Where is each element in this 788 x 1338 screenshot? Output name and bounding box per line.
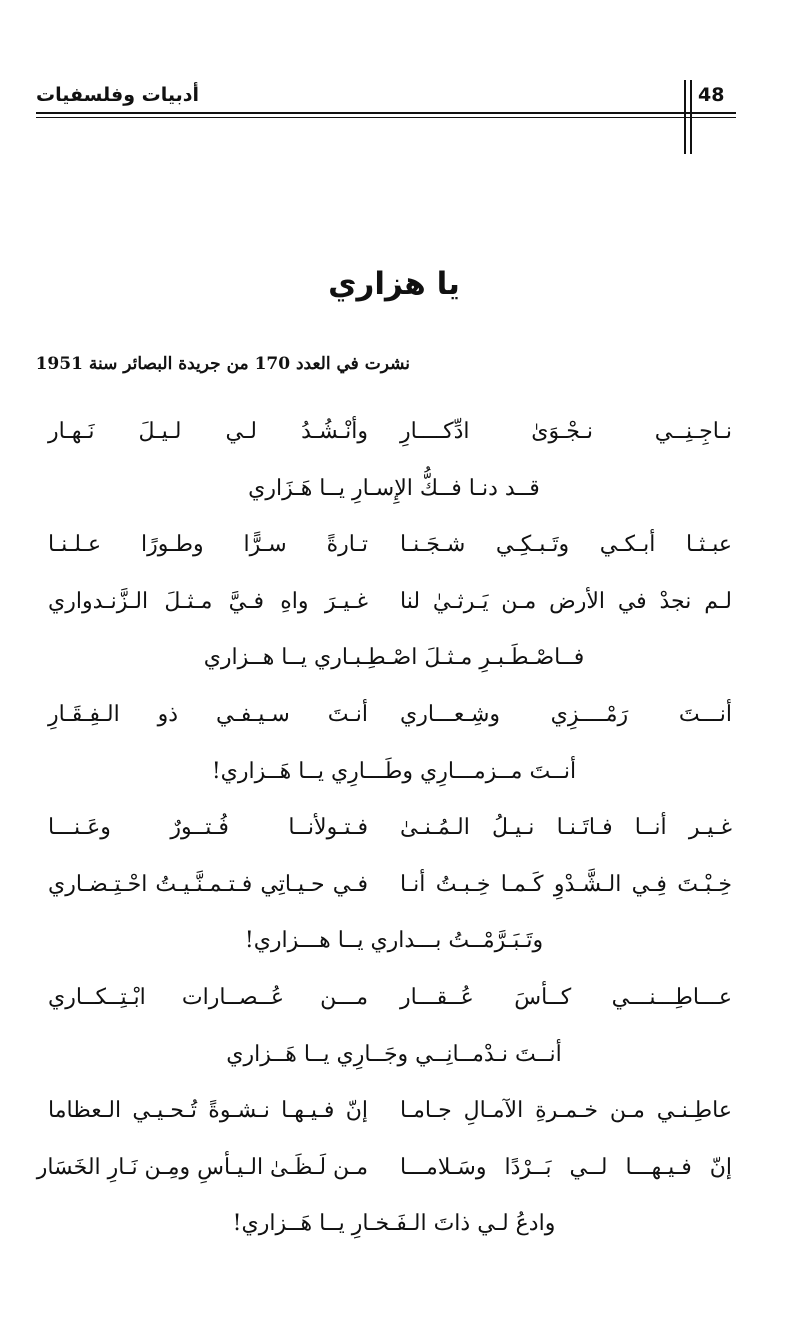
header-divider bbox=[690, 80, 692, 154]
verse-line bbox=[0, 863, 788, 907]
header-rule-thin bbox=[36, 117, 736, 118]
refrain-line: وتَـبَـرَّمْــتُ بـــداري يــا هـــزاري! bbox=[244, 928, 544, 953]
verse-second-hemistich: غـيـرَ واهِ فـيَّ مـثـلَ الـزَّنـدواري bbox=[48, 589, 368, 614]
refrain-line: قــد دنـا فــكُّ الإِسـارِ يــا هَـزَاري bbox=[248, 476, 540, 501]
verse-line bbox=[0, 693, 788, 737]
verse-first-hemistich: إنّ فـيـهـــا لــي بَــرْدًا وسَـلامـــا bbox=[400, 1155, 732, 1180]
refrain-line: أنــتَ نـدْمــانِــي وجَــارِي يــا هَــزاري bbox=[226, 1042, 562, 1067]
verse-line bbox=[0, 410, 788, 454]
refrain-line: وادعُ لـي ذاتَ الـفَـخـارِ يــا هَــزاري! bbox=[232, 1211, 556, 1236]
verse-first-hemistich: عبـثـا أبـكـي وتَـبـكِـي شـجَـنـا bbox=[400, 532, 732, 557]
verse-second-hemistich: مـن لَـظَـىٰ الـيـأسِ ومِـن نَـارِ الخَسَار bbox=[36, 1155, 368, 1180]
header-divider bbox=[684, 80, 686, 154]
header-rule bbox=[36, 112, 736, 114]
verse-line bbox=[0, 976, 788, 1020]
verse-second-hemistich: مـــن عُــصــارات ابْـتِــكــاري bbox=[48, 985, 368, 1010]
verse-first-hemistich: أنـــتَ رَمْــــزِي وشِـعـــاري bbox=[400, 702, 732, 727]
publication-note: نشرت في العدد 170 من جريدة البصائر سنة 1951 bbox=[35, 354, 410, 374]
verse-second-hemistich: وأنْـشُـدُ لـي لـيـلَ نَـهـار bbox=[48, 419, 368, 444]
verse-first-hemistich: عـــاطِـــنـــي كــأسَ عُــقـــار bbox=[400, 985, 732, 1010]
verse-second-hemistich: فـتـولأنــا فُـتــورٌ وعَـنـــا bbox=[48, 815, 368, 840]
verse-first-hemistich: غـيـر أنــا فـاتَـنـا نـيـلُ الـمُـنـىٰ bbox=[400, 815, 732, 840]
verse-line bbox=[0, 806, 788, 850]
verse-line bbox=[0, 580, 788, 624]
verse-first-hemistich: خِـبْـتَ فِـي الـشَّـدْوِ كَـمـا خِـبـتُ أنـا bbox=[400, 872, 732, 897]
running-title: أدبيات وفلسفيات bbox=[36, 84, 199, 106]
verse-line bbox=[0, 1146, 788, 1190]
page-number: 48 bbox=[698, 84, 725, 106]
verse-second-hemistich: إنّ فـيـهـا نـشـوةً تُـحـيـي الـعظاما bbox=[48, 1098, 368, 1123]
verse-line bbox=[0, 1089, 788, 1133]
verse-second-hemistich: أنـتَ سـيـفـي ذو الـفِـقَـارِ bbox=[48, 702, 368, 727]
verse-second-hemistich: تـارةً سـرًّا وطـورًا عـلـنـا bbox=[48, 532, 368, 557]
verse-first-hemistich: عاطِـنـي مـن خـمـرةِ الآمـالِ جـامـا bbox=[400, 1098, 732, 1123]
verse-line bbox=[0, 523, 788, 567]
refrain-line: فــاصْـطَـبـرِ مـثـلَ اصْـطِـبـاري يــا هــزاري bbox=[203, 645, 585, 670]
page-header bbox=[36, 80, 736, 156]
refrain-line: أنــتَ مــزمـــارِي وطَـــارِي يــا هَــزاري! bbox=[211, 759, 577, 784]
poem-title: يا هزاري bbox=[328, 266, 460, 302]
verse-first-hemistich: نـاجِـنِــي نـجْـوَىٰ ادِّكــــارِ bbox=[400, 419, 732, 444]
verse-first-hemistich: لـم نجدْ في الأرض مـن يَـرثـيٰ لنا bbox=[400, 589, 732, 614]
verse-second-hemistich: فـي حـيـاتِي فـتـمـنَّـيـتُ احْـتِـضـاري bbox=[48, 872, 368, 897]
